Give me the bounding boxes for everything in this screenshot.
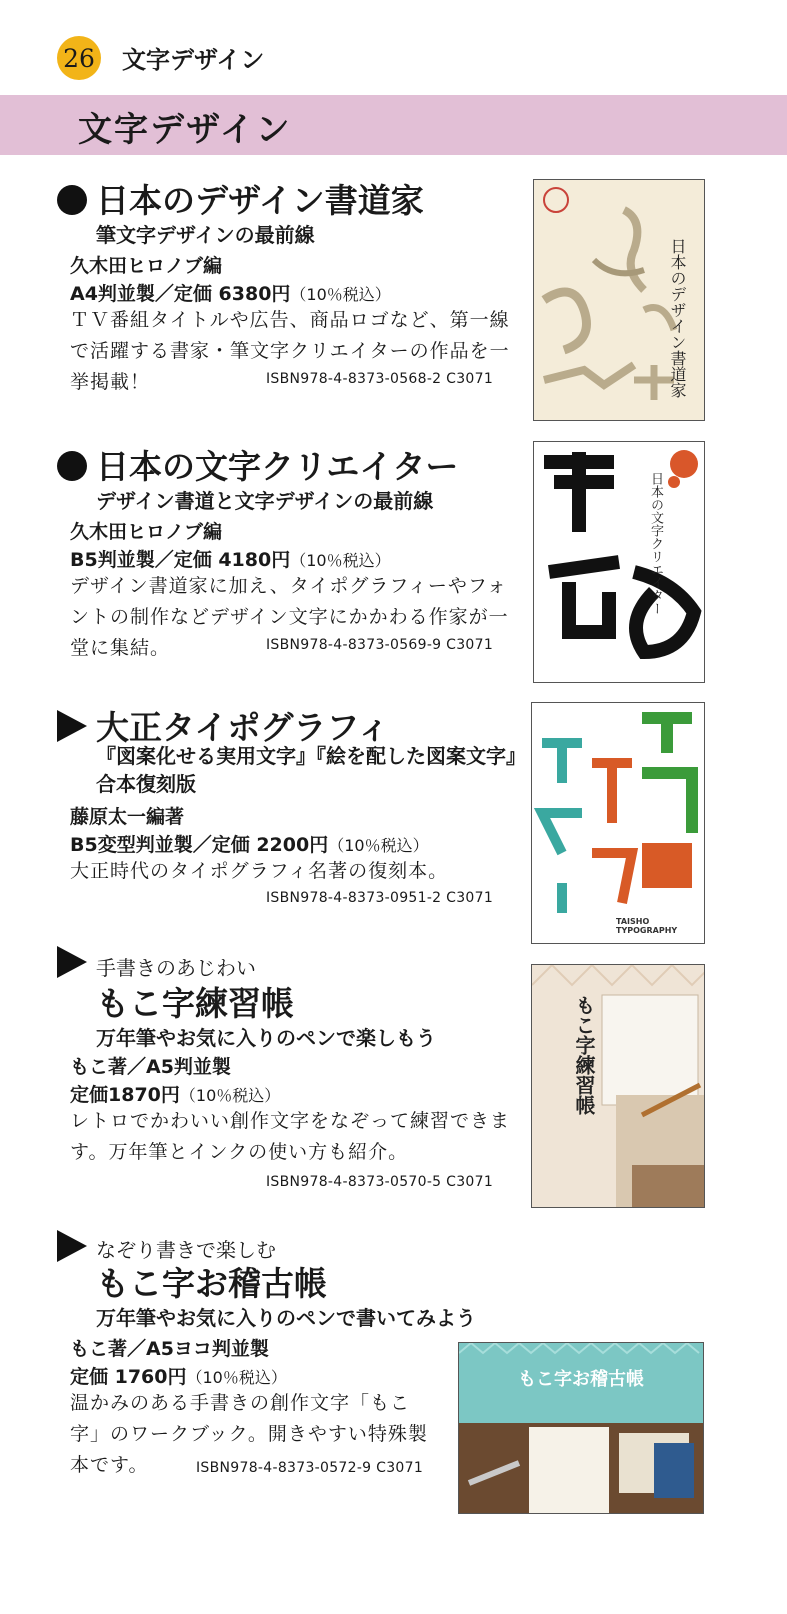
book-author: 久木田ヒロノブ編: [70, 521, 223, 543]
tax-note: （10％税込）: [179, 1086, 281, 1105]
book-author: もこ著／A5ヨコ判並製: [70, 1338, 269, 1360]
book-title: 大正タイポグラフィ: [96, 708, 390, 747]
book-price: B5判並製／定価 4180円: [70, 549, 291, 571]
page-number-badge: [57, 36, 101, 80]
book-author: もこ著／A5判並製: [70, 1056, 231, 1078]
book-title: 日本のデザイン書道家: [96, 181, 424, 220]
cover-caption: TAISHO TYPOGRAPHY: [616, 917, 678, 935]
book-price: 定価1870円: [70, 1084, 180, 1106]
book-author: 久木田ヒロノブ編: [70, 255, 223, 277]
book-price: A4判並製／定価 6380円: [70, 283, 291, 305]
book-title: もこ字練習帳: [96, 984, 294, 1023]
bullet-circle-icon: [57, 185, 87, 215]
tax-note: （10％税込）: [290, 285, 391, 304]
book-tagline: なぞり書きで楽しむ: [96, 1238, 276, 1262]
book-isbn: ISBN978-4-8373-0568-2 C3071: [266, 371, 494, 387]
page-number: 26: [63, 43, 95, 73]
cover-title: 日本のデザイン書道家: [668, 238, 687, 398]
book-subtitle: 『図案化せる実用文字』『絵を配した図案文字』合本復刻版: [96, 744, 516, 796]
book-description: ＴＶ番組タイトルや広告、商品ロゴなど、第一線で活躍する書家・筆文字クリエイターの作品を一挙掲載！: [70, 309, 510, 393]
book-isbn: ISBN978-4-8373-0569-9 C3071: [266, 637, 494, 653]
cover-art: [534, 442, 704, 682]
page-header: [0, 30, 300, 78]
book-format: [70, 545, 391, 572]
book-cover-2: [533, 441, 705, 683]
bullet-triangle-icon: [57, 710, 87, 742]
book-subtitle: 万年筆やお気に入りのペンで書いてみよう: [96, 1306, 476, 1330]
book-description: 大正時代のタイポグラフィ名著の復刻本。: [70, 860, 449, 882]
cover-art: [532, 965, 704, 1207]
bullet-triangle-icon: [57, 946, 87, 978]
cover-art: [532, 703, 704, 943]
tax-note: （10％税込）: [290, 551, 391, 570]
book-description: レトロでかわいい創作文字をなぞって練習できます。万年筆とインクの使い方も紹介。: [70, 1110, 511, 1163]
book-title: もこ字お稽古帳: [96, 1264, 327, 1303]
book-price: 定価 1760円: [70, 1366, 187, 1388]
cover-title: もこ字お稽古帳: [518, 1369, 644, 1390]
cover-title: もこ字練習帳: [572, 995, 596, 1115]
book-price: B5変型判並製／定価 2200円: [70, 834, 329, 856]
book-format: [70, 830, 429, 857]
book-description: 温かみのある手書きの創作文字「もこ字」のワークブック。開きやすい特殊製本です。: [70, 1392, 428, 1476]
book-subtitle: 筆文字デザインの最前線: [96, 223, 315, 247]
bullet-circle-icon: [57, 451, 87, 481]
book-subtitle: 万年筆やお気に入りのペンで楽しもう: [96, 1026, 436, 1050]
book-description: デザイン書道家に加え、タイポグラフィーやフォントの制作などデザイン文字にかかわる作家が一堂に集結。: [70, 575, 509, 659]
bullet-triangle-icon: [57, 1230, 87, 1262]
book-cover-3: [531, 702, 705, 944]
book-format: [70, 279, 391, 306]
banner-title: 文字デザイン: [78, 110, 292, 150]
book-author: 藤原太一編著: [70, 806, 185, 828]
tax-note: （10％税込）: [328, 836, 429, 855]
section-title: 文字デザイン: [122, 46, 265, 74]
book-cover-5: [458, 1342, 704, 1514]
book-tagline: 手書きのあじわい: [96, 956, 256, 980]
book-isbn: ISBN978-4-8373-0570-5 C3071: [266, 1174, 494, 1190]
book-isbn: ISBN978-4-8373-0951-2 C3071: [266, 890, 494, 906]
tax-note: （10％税込）: [186, 1368, 287, 1387]
book-cover-4: [531, 964, 705, 1208]
book-isbn: ISBN978-4-8373-0572-9 C3071: [196, 1460, 424, 1476]
book-cover-1: [533, 179, 705, 421]
section-banner: [0, 95, 787, 155]
book-format: [70, 1080, 280, 1107]
book-subtitle: デザイン書道と文字デザインの最前線: [96, 489, 434, 513]
cover-title: 日本の文字クリエイター: [648, 472, 663, 615]
book-format: [70, 1362, 287, 1389]
book-title: 日本の文字クリエイター: [96, 447, 459, 486]
